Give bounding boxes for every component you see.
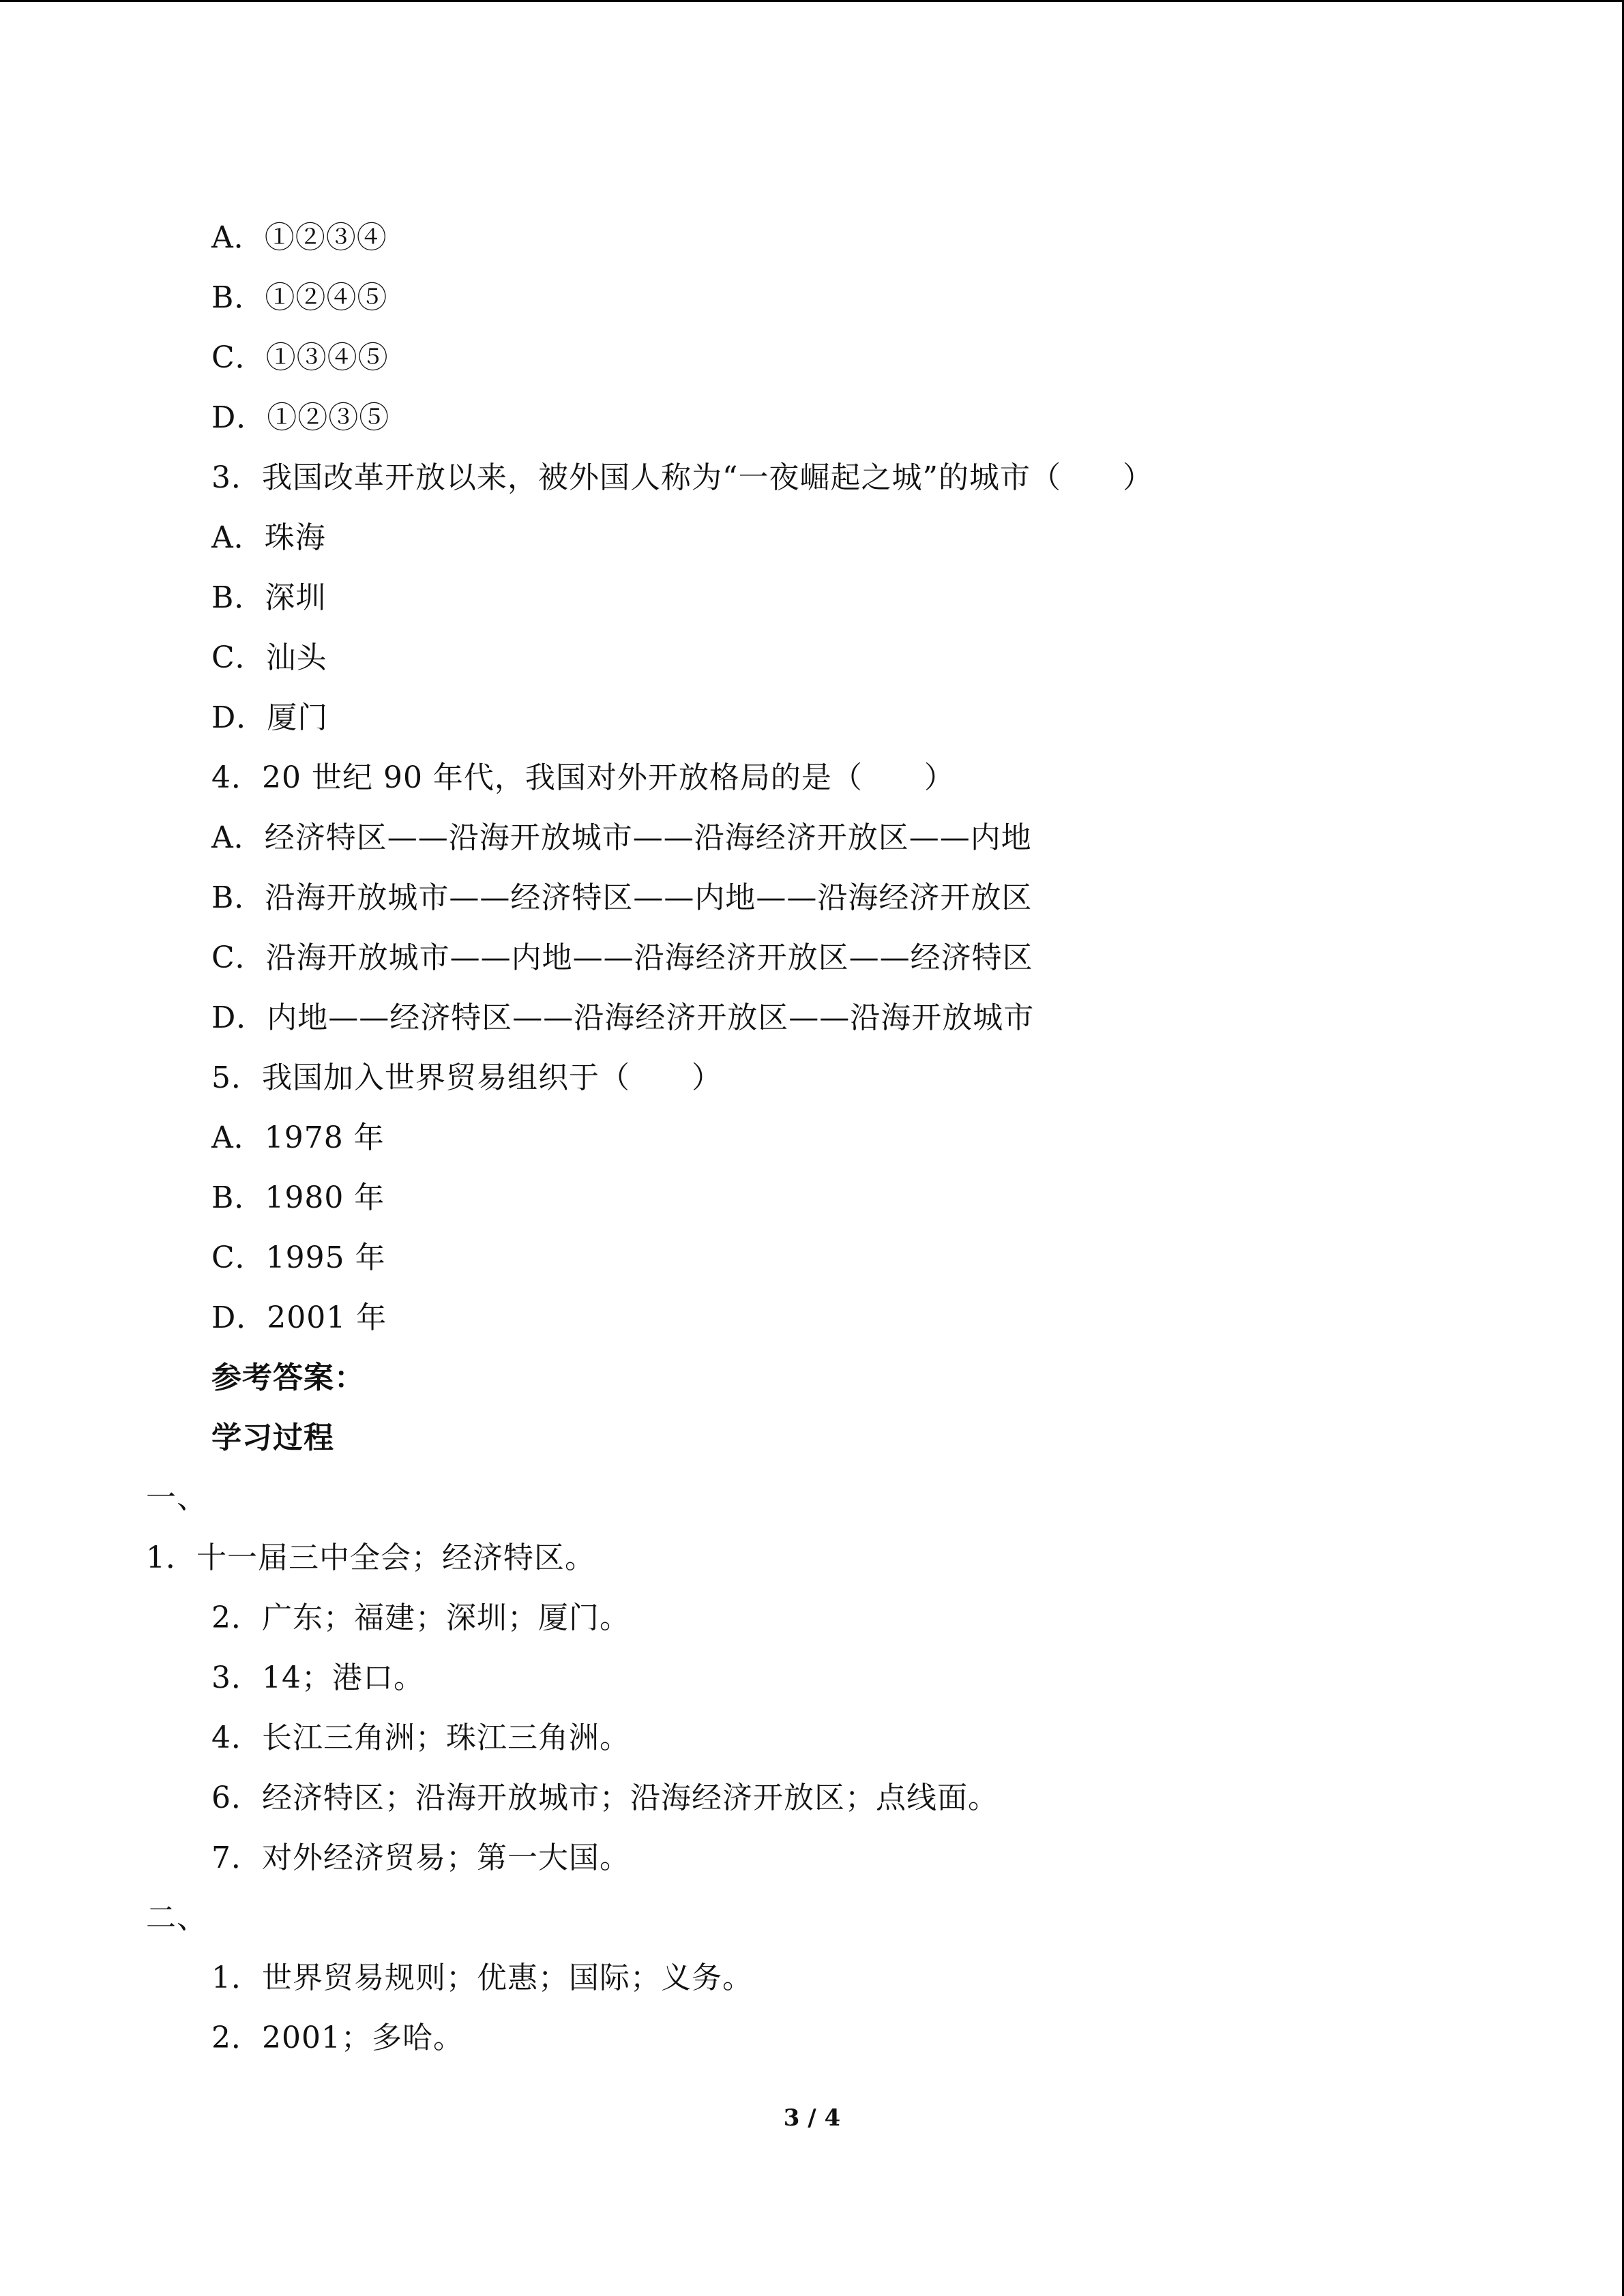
text-line: 4．20 世纪 90 年代，我国对外开放格局的是（ ）	[211, 760, 955, 795]
text-line: D．①②③⑤	[211, 400, 390, 435]
text-line: A．1978 年	[211, 1120, 385, 1155]
text-line: C．汕头	[211, 640, 327, 675]
text-line: B．沿海开放城市——经济特区——内地——沿海经济开放区	[211, 880, 1033, 915]
text-line: 一、	[146, 1480, 207, 1515]
text-line: 4．长江三角洲；珠江三角洲。	[211, 1720, 630, 1755]
text-line: 7．对外经济贸易；第一大国。	[211, 1840, 630, 1875]
text-line: 6．经济特区；沿海开放城市；沿海经济开放区；点线面。	[211, 1780, 999, 1815]
text-line: D．厦门	[211, 700, 329, 735]
text-line: B．1980 年	[211, 1180, 385, 1215]
text-line: 3．我国改革开放以来，被外国人称为“一夜崛起之城”的城市（ ）	[211, 460, 1153, 495]
text-line: C．1995 年	[211, 1240, 386, 1275]
text-line: 参考答案：	[211, 1360, 365, 1395]
text-line: 学习过程	[211, 1420, 334, 1455]
text-line: A．①②③④	[211, 220, 387, 255]
text-line: D．2001 年	[211, 1300, 387, 1335]
text-line: A．珠海	[211, 520, 326, 555]
text-line: 2．广东；福建；深圳；厦门。	[211, 1600, 630, 1635]
text-line: 3．14；港口。	[211, 1660, 424, 1695]
text-line: B．深圳	[211, 580, 327, 615]
text-line: A．经济特区——沿海开放城市——沿海经济开放区——内地	[211, 820, 1032, 855]
text-line: 2．2001；多哈。	[211, 2021, 464, 2055]
text-line: 1．十一届三中全会；经济特区。	[146, 1540, 595, 1575]
text-line: D．内地——经济特区——沿海经济开放区——沿海开放城市	[211, 1000, 1035, 1035]
text-line: C．沿海开放城市——内地——沿海经济开放区——经济特区	[211, 940, 1033, 975]
text-line: 1．世界贸易规则；优惠；国际；义务。	[211, 1960, 753, 1995]
text-line: 5．我国加入世界贸易组织于（ ）	[211, 1060, 722, 1095]
page-number: 3 / 4	[783, 2104, 841, 2132]
text-line: B．①②④⑤	[211, 280, 388, 315]
text-line: C．①③④⑤	[211, 340, 389, 375]
text-line: 二、	[146, 1900, 207, 1935]
